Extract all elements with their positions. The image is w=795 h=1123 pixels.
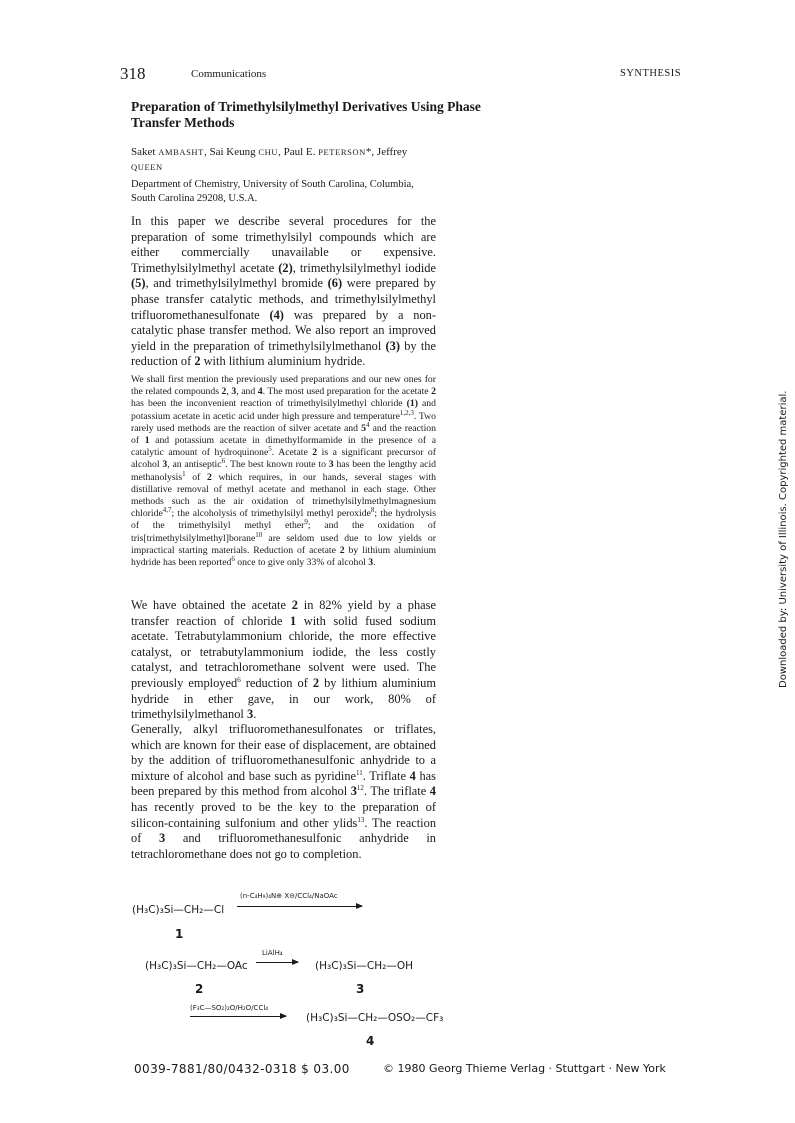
page-number: 318 bbox=[120, 64, 146, 83]
reaction-2-conditions: LiAlH₄ bbox=[262, 949, 283, 957]
author-1-last: AMBASHT bbox=[158, 147, 204, 157]
author-2-last: CHU bbox=[258, 147, 279, 157]
journal-name: SYNTHESIS bbox=[620, 68, 682, 79]
reaction-2-reactant: (H₃C)₃Si—CH₂—OAc bbox=[145, 960, 248, 972]
reaction-3-conditions: (F₃C—SO₂)₂O/H₂O/CCl₄ bbox=[190, 1004, 269, 1012]
compound-1-label: 1 bbox=[175, 927, 184, 941]
triflate-paragraph: Generally, alkyl trifluoromethanesulfonates or triflates, which are known for their ease of displacement, are obtained by the addition of trifluoromethanesulfonic anhydride to a mixture of alcohol and base such as pyridine$^{11}$. Triflate 4 has been prepared by this method from alcohol $3^{12}$. The triflate 4 has recently proved to be the key to the preparation of silicon-containing sulfonium and other ylids$^{13}$. The reaction of 3 and trifluoromethanesulfonic anhydride in tetrachloromethane does not go to completion. bbox=[131, 722, 437, 861]
author-2-first: , Sai Keung bbox=[203, 146, 259, 158]
author-3-last: PETERSON bbox=[318, 147, 366, 157]
compound-4-label: 4 bbox=[366, 1034, 375, 1048]
author-1-first: Saket bbox=[131, 146, 159, 158]
affiliation: Department of Chemistry, University of South Carolina, Columbia, South Carolina 29208, U.S.A. bbox=[131, 179, 414, 204]
results-paragraph: We have obtained the acetate 2 in 82% yield by a phase transfer reaction of chloride 1 with solid fused sodium acetate. Tetrabutylammonium chloride, the more effective catalyst, or tetrabutylammonium iodide, the less costly catalyst, and tetrachloromethane solvent were used. The previously employed$^6$ reduction of 2 by lithium aluminium hydride in ether gave, in our work, 80% of trimethylsilylmethanol 3. bbox=[131, 598, 436, 722]
compound-2-label: 2 bbox=[195, 982, 204, 996]
reaction-2-arrow bbox=[256, 962, 298, 963]
reaction-1-reactant: (H₃C)₃Si—CH₂—Cl bbox=[132, 904, 225, 916]
section-label: Communications bbox=[191, 68, 267, 80]
compound-3-label: 3 bbox=[356, 982, 365, 996]
article-title: Preparation of Trimethylsilylmethyl Derivatives Using Phase Transfer Methods bbox=[131, 99, 481, 130]
reaction-3-product: (H₃C)₃Si—CH₂—OSO₂—CF₃ bbox=[306, 1012, 444, 1024]
author-4-first: *, Jeffrey bbox=[365, 146, 408, 158]
reaction-3-arrow bbox=[190, 1016, 286, 1017]
copyright-line: © 1980 Georg Thieme Verlag · Stuttgart · New York bbox=[383, 1062, 666, 1075]
background-paragraph: We shall first mention the previously used preparations and our new ones for the related compounds 2, 3, and 4. The most used preparation for the acetate 2 has been the inconvenient reaction of trimethylsilylmethyl chloride (1) and potassium acetate in acetic acid under high pressure and temperature$^{1,2,3}$. Two rarely used methods are the reaction of silver acetate and $5^4$ and the reaction of 1 and potassium acetate in dimethylformamide in the presence of a catalytic amount of hydroquinone$^5$. Acetate 2 is a significant precursor of alcohol 3, an antiseptic$^6$. The best known route to 3 has been the lengthy acid methanolysis$^1$ of 2 which requires, in our hands, several stages with distillative removal of methyl acetate and methanol in each stage. Other methods such as the air oxidation of trimethylsilylmethylmagnesium chloride$^{4,7}$; the alcoholysis of trimethylsilyl methyl peroxide$^8$; the hydrolysis of the trimethylsilyl methyl ether$^9$; and the oxidation of tris[trimethylsilylmethyl]borane$^{10}$ are seldom used due to low yields or impractical starting materials. Reduction of acetate 2 by lithium aluminium hydride has been reported$^6$ once to give only 33% of alcohol 3. bbox=[131, 374, 437, 569]
author-4-last: QUEEN bbox=[131, 162, 163, 172]
abstract-paragraph: In this paper we describe several procedures for the preparation of some trimethylsilyl compounds which are either commercially unavailable or expensive. Trimethylsilylmethyl acetate (2), trimethylsilylmethyl iodide (5), and trimethylsilylmethyl bromide (6) were prepared by phase transfer catalytic methods, and trimethylsilylmethyl trifluoromethanesulfonate (4) was prepared by a non-catalytic phase transfer method. We also report an improved yield in the preparation of trimethylsilylmethanol (3) by the reduction of 2 with lithium aluminium hydride. bbox=[131, 214, 437, 369]
reaction-2-product: (H₃C)₃Si—CH₂—OH bbox=[315, 960, 414, 972]
reaction-1-conditions: (n-C₄H₉)₄N⊕ X⊖/CCl₄/NaOAc bbox=[240, 892, 338, 900]
author-3-first: , Paul E. bbox=[278, 146, 319, 158]
issn-line: 0039-7881/80/0432-0318 $ 03.00 bbox=[134, 1062, 350, 1076]
download-watermark: Downloaded by: University of Illinois. Copyrighted material. bbox=[778, 390, 789, 688]
author-list bbox=[131, 145, 436, 175]
reaction-1-arrow bbox=[237, 906, 362, 907]
